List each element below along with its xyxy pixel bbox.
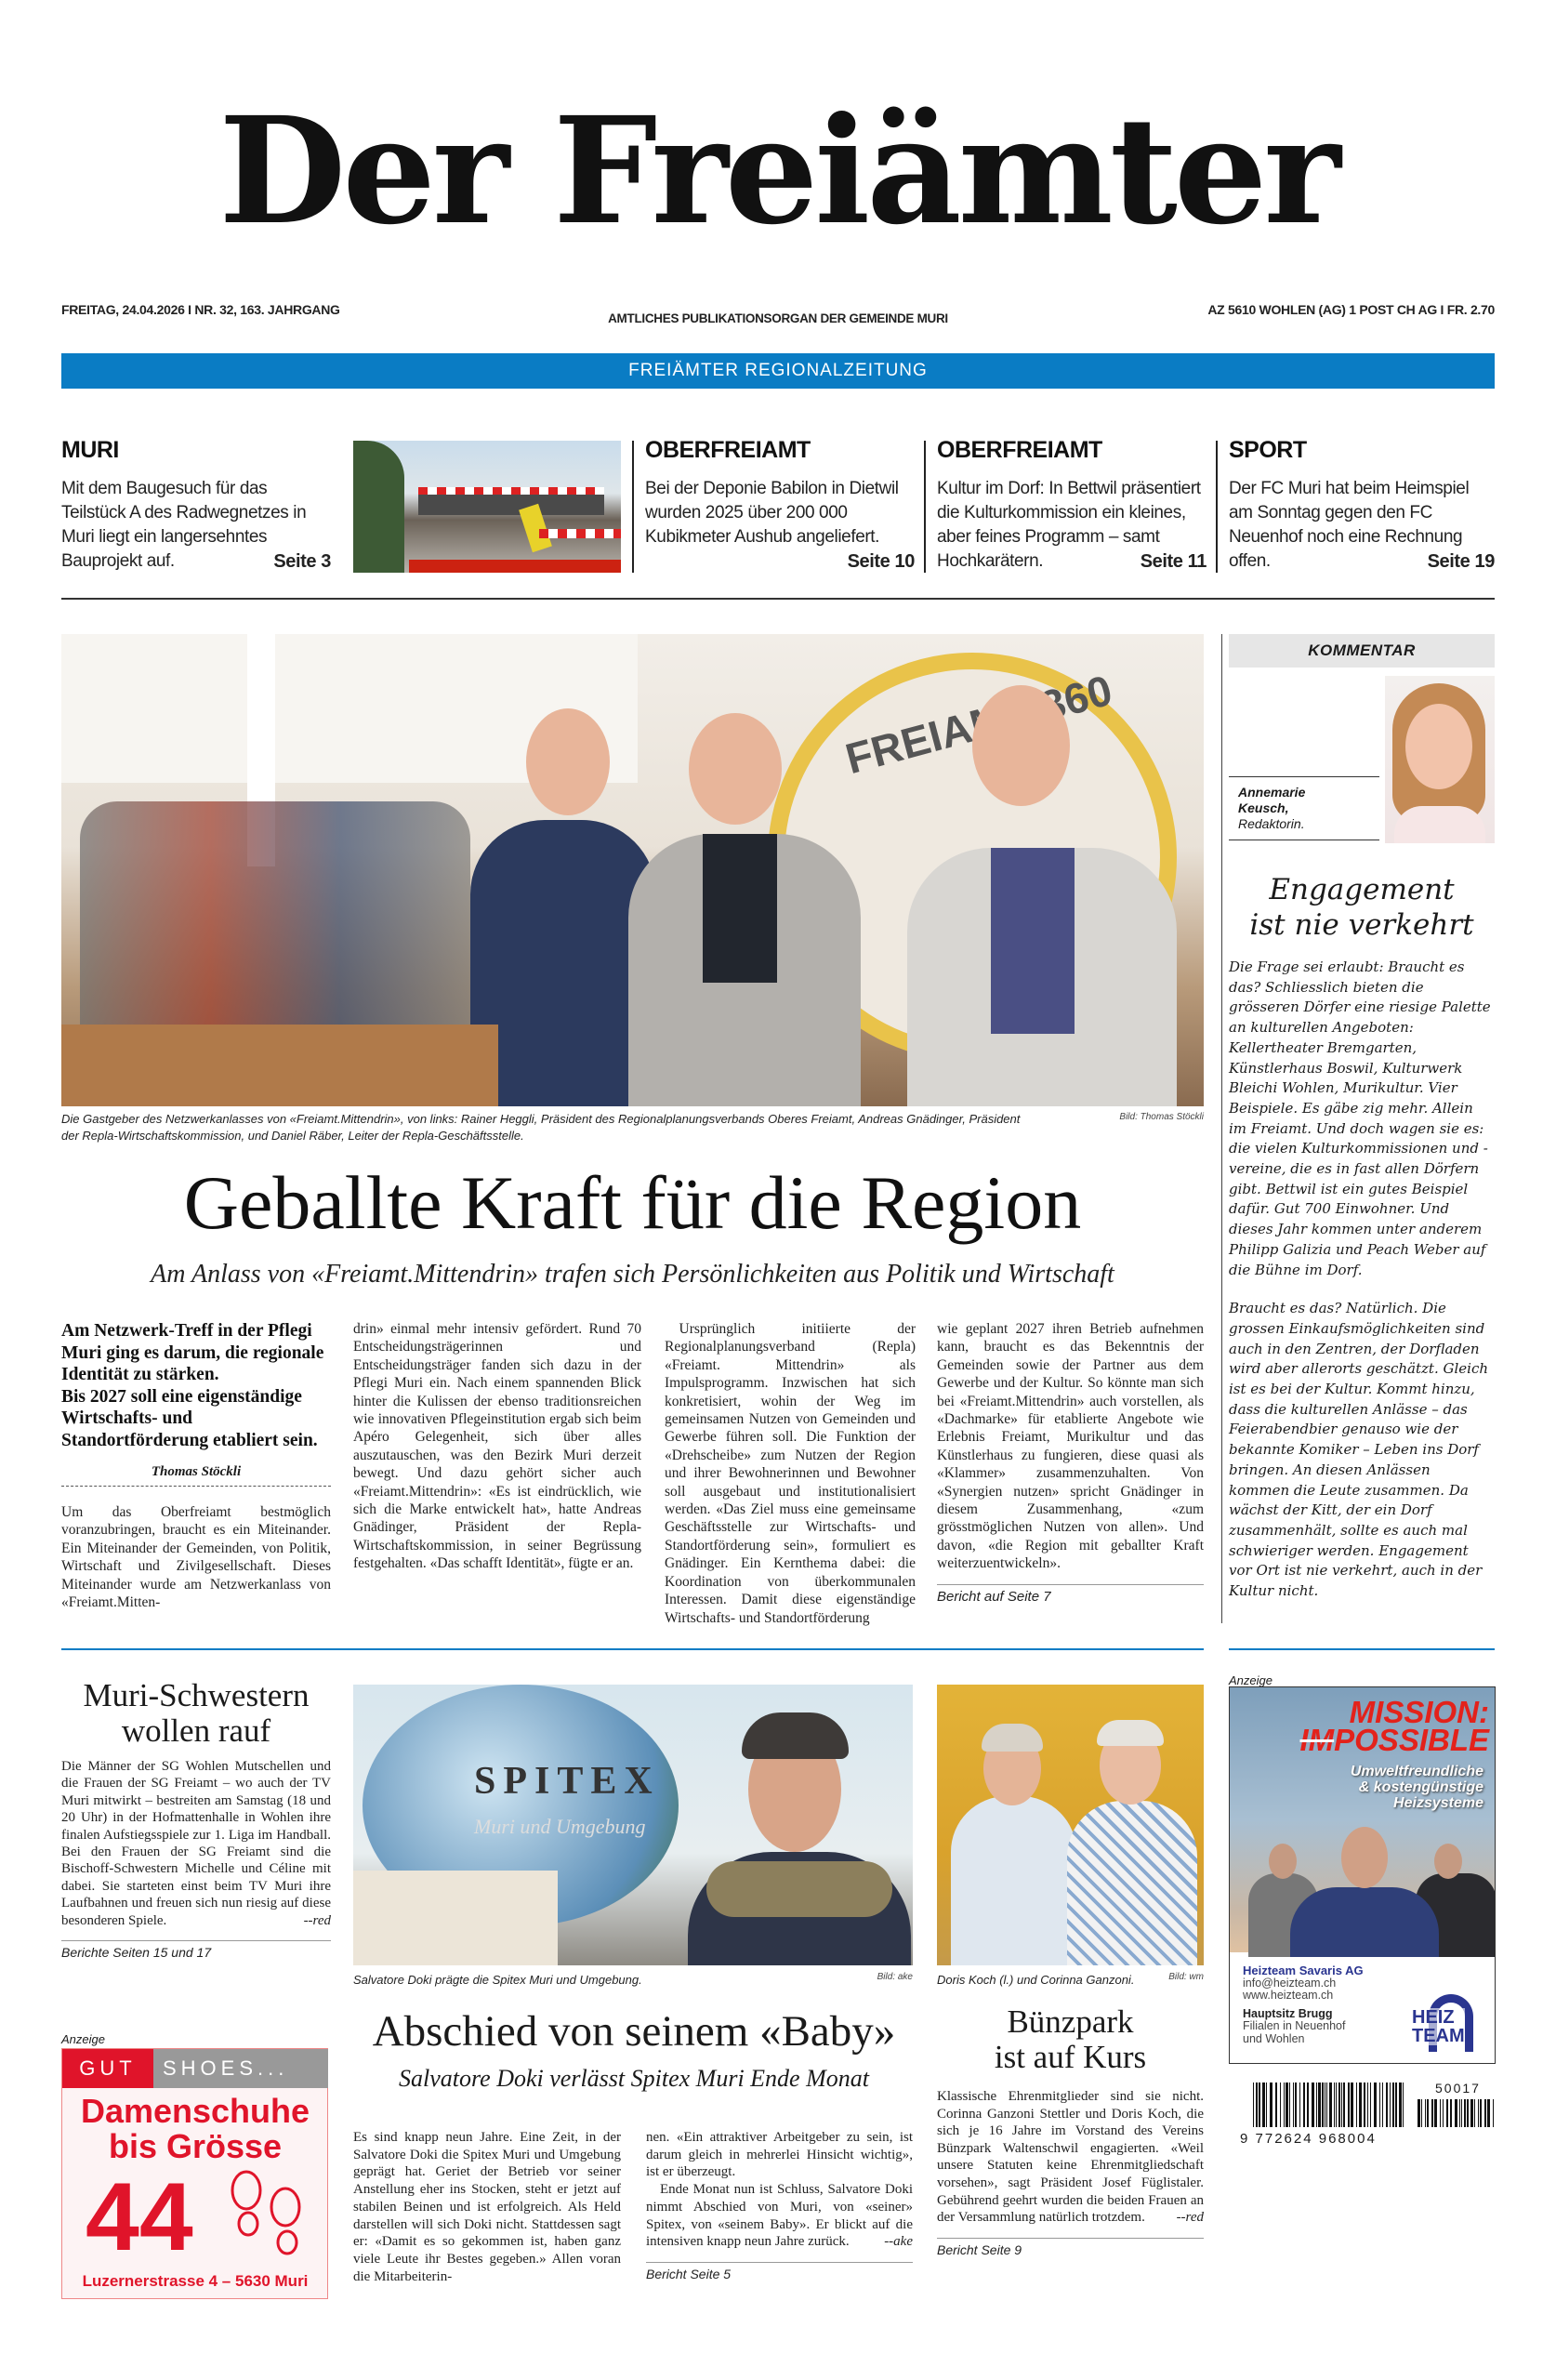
author-sig: --ake xyxy=(884,2234,913,2250)
barcode-bar xyxy=(1289,2082,1290,2127)
barcode-bar xyxy=(1392,2082,1394,2127)
sidebar-divider xyxy=(1221,634,1222,1623)
barcode-bar xyxy=(1470,2099,1473,2127)
buenzpark-photo[interactable] xyxy=(937,1685,1204,1965)
comment-paragraph-1: Die Frage sei erlaubt: Braucht es das? Schliesslich bieten die grösseren Dörfer eine riesige Palette an kulturellen Angeboten: Kellertheater Bremgarten, Künstlerhaus Boswil, Kulturwerk Bleichi Wohlen, Murikultur. Vier Beispiele. Es gäbe zig mehr. Allein im Freiamt. Und doch wagen sie es: die vielen Kulturkommissionen und -vereine, die es in fast allen Dörfern gibt. Bettwil ist ein gutes Beispiel dafür. Gut 700 Einwohner. Und dieses Jahr kommen unter anderem Philipp Galizia und Peach Weber auf die Bühne im Dorf. xyxy=(1229,959,1491,1278)
handball-page-reference[interactable]: Berichte Seiten 15 und 17 xyxy=(61,1940,331,1960)
barcode-bar xyxy=(1334,2082,1335,2127)
teaser-muri[interactable] xyxy=(61,437,331,574)
barcode xyxy=(1253,2082,1406,2127)
comment-paragraph-2: Braucht es das? Natürlich. Die grossen Einkaufsmöglichkeiten sind auch in den Zentren, der Dorfladen wird aber allerorts geschätzt. Gleich ist es bei der Kultur. Kommt hinzu, dass die kulturellen Anlässe – das Feierabendbier genauso wie der bekannte Komiker – Leben ins Dorf bringen. An diesen Anlässen kommen die Leute zusammen. Da wächst der Kitt, der ein Dorf zusammenhält, sollte es auch mal schwieriger werden. Engagement vor Ort ist nie verkehrt, auch in der Kultur nicht. xyxy=(1229,1300,1489,1600)
column-divider xyxy=(1216,441,1218,573)
heizteam-logo xyxy=(1412,2008,1465,2045)
ad-tagline xyxy=(1351,1764,1483,1811)
lead-column-1 xyxy=(61,1320,331,1611)
barcode-bar xyxy=(1284,2082,1285,2127)
comment-label: KOMMENTAR xyxy=(1229,634,1495,668)
spitex-headline-block xyxy=(346,2004,922,2094)
ad-title xyxy=(1299,1695,1489,1757)
barcode-bar xyxy=(1478,2099,1479,2127)
headline-line: ist auf Kurs xyxy=(994,2039,1147,2075)
buenzpark-headline[interactable] xyxy=(937,2004,1204,2075)
section-rule xyxy=(61,598,1495,600)
publication-organ: AMTLICHES PUBLIKATIONSORGAN DER GEMEINDE MURI xyxy=(608,311,948,325)
barcode-bar xyxy=(1390,2082,1391,2127)
ad-website[interactable]: www.heizteam.ch xyxy=(1243,1989,1334,2002)
ad-brand-part: GUT xyxy=(62,2049,153,2088)
barcode-bar xyxy=(1266,2082,1267,2127)
barcode-bar xyxy=(1318,2082,1321,2127)
barcode-bar xyxy=(1256,2082,1258,2127)
comment-headline[interactable] xyxy=(1229,872,1495,943)
teaser-text: Der FC Muri hat beim Heimspiel am Sonntag gegen den FC Neuenhof noch eine Rechnung offen. xyxy=(1229,479,1470,571)
barcode-bar xyxy=(1262,2082,1265,2127)
barcode-bar xyxy=(1493,2099,1494,2127)
teaser-section: SPORT xyxy=(1229,437,1307,463)
lead-photo-caption: Die Gastgeber des Netzwerkanlasses von «Freiamt.Mittendrin», von links: Rainer Heggli, Präsident des Regionalplanungsverbands Oberes Freiamt, Andreas Gnädinger, Präsident der Repla-Wirtschaftskommission, und Daniel Räber, Leiter der Repla-Geschäftsstelle. xyxy=(61,1112,1021,1143)
lead-headline[interactable]: Geballte Kraft für die Region xyxy=(183,1160,1082,1245)
lead-column-4-block xyxy=(937,1320,1204,1605)
headline-line: Engagement xyxy=(1269,873,1455,906)
barcode-bar xyxy=(1379,2082,1380,2127)
ad-hq: Hauptsitz Brugg xyxy=(1243,2006,1333,2020)
spitex-page-reference[interactable]: Bericht Seite 5 xyxy=(646,2262,913,2281)
barcode-bar xyxy=(1395,2082,1397,2127)
barcode-bar xyxy=(1386,2082,1388,2127)
handball-block xyxy=(61,1678,331,1960)
ad-label: Anzeige xyxy=(61,2032,105,2046)
teaser-page-link[interactable]: Seite 19 xyxy=(1427,551,1495,572)
barcode-bar xyxy=(1467,2099,1469,2127)
teaser-sport[interactable] xyxy=(1229,437,1495,574)
ad-email[interactable]: info@heizteam.ch xyxy=(1243,1976,1337,1990)
ad-tagline-line: & kostengünstige xyxy=(1358,1779,1483,1795)
ad-tagline-line: Heizsysteme xyxy=(1393,1795,1483,1811)
photo-sign: SPITEX xyxy=(474,1760,660,1803)
teaser-page-link[interactable]: Seite 3 xyxy=(273,551,331,572)
barcode-bar xyxy=(1461,2099,1462,2127)
teaser-page-link[interactable]: Seite 11 xyxy=(1140,551,1207,572)
column-divider xyxy=(632,441,634,573)
barcode-bar xyxy=(1336,2082,1337,2127)
photo-credit: Bild: ake xyxy=(877,1972,913,1982)
photo-sign: FREIAMT 360 xyxy=(840,665,1117,784)
ad-company: Heizteam Savaris AG xyxy=(1243,1964,1364,1977)
ad-branches: und Wohlen xyxy=(1243,2031,1305,2045)
buenzpark-page-reference[interactable]: Bericht Seite 9 xyxy=(937,2238,1204,2257)
ad-label: Anzeige xyxy=(1229,1673,1272,1687)
logo-line: TEAM xyxy=(1412,2026,1465,2046)
logo-line: HEIZ xyxy=(1412,2007,1455,2028)
barcode-bar xyxy=(1307,2082,1309,2127)
author-byline: Thomas Stöckli xyxy=(61,1464,331,1487)
lead-subhead: Am Anlass von «Freiamt.Mittendrin» trafen sich Persönlichkeiten aus Politik und Wirtschaft xyxy=(151,1260,1114,1289)
barcode-bar xyxy=(1440,2099,1441,2127)
body-text xyxy=(646,2181,913,2251)
heizteam-advertisement[interactable] xyxy=(1229,1686,1496,2064)
handball-headline[interactable] xyxy=(61,1678,331,1749)
spitex-caption: Salvatore Doki prägte die Spitex Muri und Umgebung. xyxy=(353,1973,642,1987)
barcode-bar xyxy=(1295,2082,1297,2127)
lead-column-4: wie geplant 2027 ihren Betrieb aufnehmen kann, braucht es das Bekenntnis der Gemeinden sowie der Partner aus dem Gewerbe und der Kultur. So könnte man sich bei «Freiamt.Mittendrin» auch vorstellen, als «Dachmarke» für etablierte Angebote wie Erlebnis Freiamt, Murikultur und das Künstlerhaus zu fungieren, diese quasi als «Klammer» zusammenzuhalten. Von «Synergien nutzen» spricht Gnädinger in diesem Zusammenhang, «zum grösstmöglichen Nutzen von allen». Und davon, «die Region mit geballter Kraft weiterzuentwickeln». xyxy=(937,1321,1204,1572)
photo-credit: Bild: Thomas Stöckli xyxy=(1119,1112,1204,1122)
blue-rule xyxy=(61,1648,1204,1650)
spitex-subhead: Salvatore Doki verlässt Spitex Muri Ende Monat xyxy=(399,2065,869,2092)
handball-text xyxy=(61,1758,331,1929)
ad-shoe-size: 44 xyxy=(86,2163,193,2271)
shoe-advertisement[interactable] xyxy=(61,2048,328,2299)
teaser-oberfreiamt-deponie[interactable] xyxy=(645,437,915,574)
author-box xyxy=(1229,776,1379,840)
barcode-bar xyxy=(1464,2099,1466,2127)
barcode-addon-number: 50017 xyxy=(1435,2081,1481,2096)
barcode-bar xyxy=(1399,2082,1402,2127)
barcode-bar xyxy=(1343,2082,1345,2127)
ad-title-line: POSSIBLE xyxy=(1334,1723,1489,1757)
barcode-bar xyxy=(1459,2099,1460,2127)
ad-contact xyxy=(1243,1964,1396,2045)
ad-address: Luzernerstrasse 4 – 5630 Muri xyxy=(82,2272,309,2290)
issue-info: FREITAG, 24.04.2026 I NR. 32, 163. JAHRGANG xyxy=(61,302,340,317)
ad-title-strike: IM xyxy=(1299,1723,1335,1757)
column-divider xyxy=(924,441,926,573)
barcode-bar xyxy=(1450,2099,1452,2127)
headline-line: wollen rauf xyxy=(121,1712,271,1749)
barcode-bar xyxy=(1382,2082,1383,2127)
barcode-bar xyxy=(1322,2082,1324,2127)
barcode-bar xyxy=(1443,2099,1444,2127)
buenzpark-text xyxy=(937,2088,1204,2227)
teaser-page-link[interactable]: Seite 10 xyxy=(847,551,915,572)
barcode-bar xyxy=(1484,2099,1486,2127)
lead-headline-block xyxy=(61,1157,1204,1290)
photo-sign: Muri und Umgebung xyxy=(474,1815,646,1838)
teaser-section: OBERFREIAMT xyxy=(645,437,811,463)
body-text: nen. «Ein attraktiver Arbeitgeber zu sein, ist darum gleich in mehrerlei Hinsicht wichtig», ist er überzeugt. xyxy=(646,2130,913,2180)
lead-paragraph: Bis 2027 soll eine eigenständige Wirtschafts- und Standortförderung etabliert sein. xyxy=(61,1386,318,1450)
barcode-addon xyxy=(1418,2099,1496,2127)
teaser-text: Kultur im Dorf: In Bettwil präsentiert die Kulturkommission ein kleines, aber feines Programm – samt Hochkarätern. xyxy=(937,479,1201,571)
spitex-photo[interactable] xyxy=(353,1685,913,1965)
barcode-bar xyxy=(1487,2099,1490,2127)
photo-credit: Bild: wm xyxy=(1168,1972,1204,1982)
body-text: Ende Monat nun ist Schluss, Salvatore Doki nimmt Abschied von Muri, von «seiner» Spitex, von «seinem Baby». Er blickt auf die intensiven knapp neun Jahre zurück. xyxy=(646,2182,913,2250)
barcode-bar xyxy=(1364,2082,1365,2127)
barcode-bar xyxy=(1403,2082,1404,2127)
barcode-bar xyxy=(1367,2082,1368,2127)
body-text: Die Männer der SG Wohlen Mutschellen und die Frauen der SG Freiamt – wo auch der TV Muri mitwirkt – bestreiten am Samstag (18 und 20 Uhr) in der Hofmattenhalle in Wohlen ihre finalen Aufstiegsspiele zur 1. Liga im Handball. Bei den Frauen der SG Freiamt sind die Bischoff-Schwestern Michelle und Céline mit dabei. Sie starteten einst beim TV Muri ihre Laufbahnen und freuen sich nun riesig auf diese besonderen Spiele. xyxy=(61,1759,331,1928)
teaser-text: Bei der Deponie Babilon in Dietwil wurden 2025 über 200 000 Kubikmeter Aushub angeliefert. xyxy=(645,479,899,547)
ad-headline xyxy=(62,2094,328,2164)
barcode-bar xyxy=(1351,2082,1353,2127)
barcode-bar xyxy=(1341,2082,1342,2127)
barcode-bar xyxy=(1348,2082,1350,2127)
lead-column-2: drin» einmal mehr intensiv gefördert. Rund 70 Entscheidungsträgerinnen und Entscheidungsträger fanden sich dazu in der Pflegi Muri ein. Nach einem spannenden Blick hinter die Kulissen der ebenso traditionsreichen wie innovativen Pflegeinstitution ergab sich beim Apéro Gelegenheit, sich über alles auszutauschen, was den Bezirk Muri derzeit bewegt. Und dazu gehört sicher auch «Freiamt.Mittendrin»: «Es ist eindrücklich, wie sich die Marke entwickelt hat», hatte Andreas Gnädinger, Präsident der Repla-Wirtschaftskommission, in seiner Begrüssung festgehalten. «Das schafft Identität», fügte er an. xyxy=(353,1321,641,1572)
buenzpark-caption: Doris Koch (l.) und Corinna Ganzoni. xyxy=(937,1973,1135,1987)
barcode-bar xyxy=(1270,2082,1272,2127)
author-photo xyxy=(1385,676,1495,843)
barcode-bar xyxy=(1474,2099,1475,2127)
teaser-section: MURI xyxy=(61,437,119,463)
barcode-bar xyxy=(1299,2082,1300,2127)
ad-line: Damenschuhe xyxy=(80,2092,310,2130)
headline-line: Muri-Schwestern xyxy=(83,1677,310,1713)
lead-page-reference[interactable]: Bericht auf Seite 7 xyxy=(937,1584,1204,1605)
spitex-column-2 xyxy=(646,2129,913,2281)
barcode-bar xyxy=(1421,2099,1422,2127)
barcode-bar xyxy=(1326,2082,1327,2127)
spitex-column-1: Es sind knapp neun Jahre. Eine Zeit, in der Salvatore Doki die Spitex Muri und Umgebung geprägt hat. Geriet der Betrieb vor seiner Anstellung eher ins Stocken, steht er jetzt auf stabilen Beinen und ist erfolgreich. Als Held darstellen will sich Doki nicht. Stattdessen sagt er: «Damit es so gekommen ist, haben ganz viele Leute ihr Bestes gegeben.» Allen voran die Mitarbeiterin- xyxy=(353,2130,621,2284)
barcode-bar xyxy=(1293,2082,1294,2127)
postal-price-info: AZ 5610 WOHLEN (AG) 1 POST CH AG I FR. 2.70 xyxy=(1207,302,1495,317)
barcode-bar xyxy=(1425,2099,1426,2127)
spitex-headline[interactable]: Abschied von seinem «Baby» xyxy=(372,2007,896,2056)
headline-line: Bünzpark xyxy=(1007,2003,1134,2040)
barcode-bar xyxy=(1275,2082,1277,2127)
barcode-bar xyxy=(1427,2099,1429,2127)
ad-brand-part: SHOES... xyxy=(153,2049,328,2088)
lead-paragraph: Am Netzwerk-Treff in der Pflegi Muri ging es darum, die regionale Identität zu stärken. xyxy=(61,1321,324,1384)
teaser-section: OBERFREIAMT xyxy=(937,437,1102,463)
author-sig: --red xyxy=(1176,2210,1204,2226)
teaser-oberfreiamt-kultur[interactable] xyxy=(937,437,1207,574)
body-text: Um das Oberfreiamt bestmöglich voranzubringen, braucht es ein Miteinander. Ein Miteinander der Gemeinden, von Politik, Wirtschaft und Zivilgesellschaft. Dieses Miteinander wurde am Netzwerkanlass von «Freiamt.Mitten- xyxy=(61,1504,331,1611)
barcode-number: 9 772624 968004 xyxy=(1240,2131,1377,2147)
barcode-bar xyxy=(1280,2082,1281,2127)
ad-photo xyxy=(1230,1687,1496,1952)
barcode-bar xyxy=(1253,2082,1254,2127)
barcode-bar xyxy=(1259,2082,1260,2127)
headline-line: ist nie verkehrt xyxy=(1249,908,1474,942)
barcode-bar xyxy=(1446,2099,1448,2127)
footprints-icon xyxy=(220,2170,313,2258)
barcode-bar xyxy=(1316,2082,1317,2127)
regional-band: FREIÄMTER REGIONALZEITUNG xyxy=(61,353,1495,389)
comment-block xyxy=(1229,872,1495,1602)
teaser-text: Mit dem Baugesuch für das Teilstück A des Radwegnetzes in Muri liegt ein langersehntes Bauprojekt auf. xyxy=(61,479,307,571)
author-role: Redaktorin. xyxy=(1238,816,1305,831)
barcode-bar xyxy=(1434,2099,1437,2127)
barcode-bar xyxy=(1338,2082,1340,2127)
buenzpark-block xyxy=(937,2004,1204,2257)
barcode-bar xyxy=(1418,2099,1420,2127)
author-sig: --red xyxy=(303,1912,331,1928)
barcode-bar xyxy=(1455,2099,1457,2127)
barcode-bar xyxy=(1312,2082,1314,2127)
barcode-bar xyxy=(1356,2082,1357,2127)
barcode-bar xyxy=(1286,2082,1288,2127)
newspaper-logo: Der Freiämter xyxy=(218,86,1338,258)
author-name: Annemarie Keusch, xyxy=(1238,785,1306,815)
barcode-bar xyxy=(1370,2082,1371,2127)
blue-rule xyxy=(1229,1648,1495,1650)
barcode-bar xyxy=(1374,2082,1377,2127)
barcode-bar xyxy=(1329,2082,1332,2127)
ad-tagline-line: Umweltfreundliche xyxy=(1350,1764,1483,1779)
body-text: Klassische Ehrenmitglieder sind sie nicht. Corinna Ganzoni Stettler und Doris Koch, die sich je 16 Jahre im Vorstand des Vereins Bünzpark Waltenschwil engagierten. «Weil unsere Statuten keine Ehrenmitgliedschaft vorsehen», sagt Präsident Josef Füglistaler. Gebührend geehrt wurden die beiden Frauen an der Versammlung natürlich trotzdem. xyxy=(937,2089,1204,2226)
barcode-bar xyxy=(1303,2082,1305,2127)
barcode-bar xyxy=(1359,2082,1362,2127)
ad-line: bis Grösse xyxy=(108,2127,283,2165)
ad-branches: Filialen in Neuenhof xyxy=(1243,2019,1346,2032)
lead-column-3: Ursprünglich initiierte der Regionalplanungsverband (Repla) «Freiamt. Mittendrin» als Impulsprogramm. Inzwischen hat sich konkretisiert, wohin der Weg im gemeinsamen Nutzen von Gemeinden und Gewerbe führen soll. Die Funktion der «Drehscheibe» zum Nutzen der Region und ihrer Bewohnerinnen und Bewohner soll ausgebaut und institutionalisiert werden. «Das Ziel muss eine gemeinsame Geschäftsstelle zur Wirtschafts- und Standortförderung sein», formuliert es Gnädinger. Ein Kernthema dabei: die Koordination von überkommunalen Interessen. Damit diese eigenständige Wirtschafts- und Standortförderung xyxy=(665,1321,916,1626)
construction-photo xyxy=(353,441,621,573)
barcode-bar xyxy=(1480,2099,1482,2127)
lead-photo[interactable] xyxy=(61,634,1204,1106)
barcode-bar xyxy=(1431,2099,1433,2127)
ad-title-line: MISSION: xyxy=(1349,1695,1489,1729)
